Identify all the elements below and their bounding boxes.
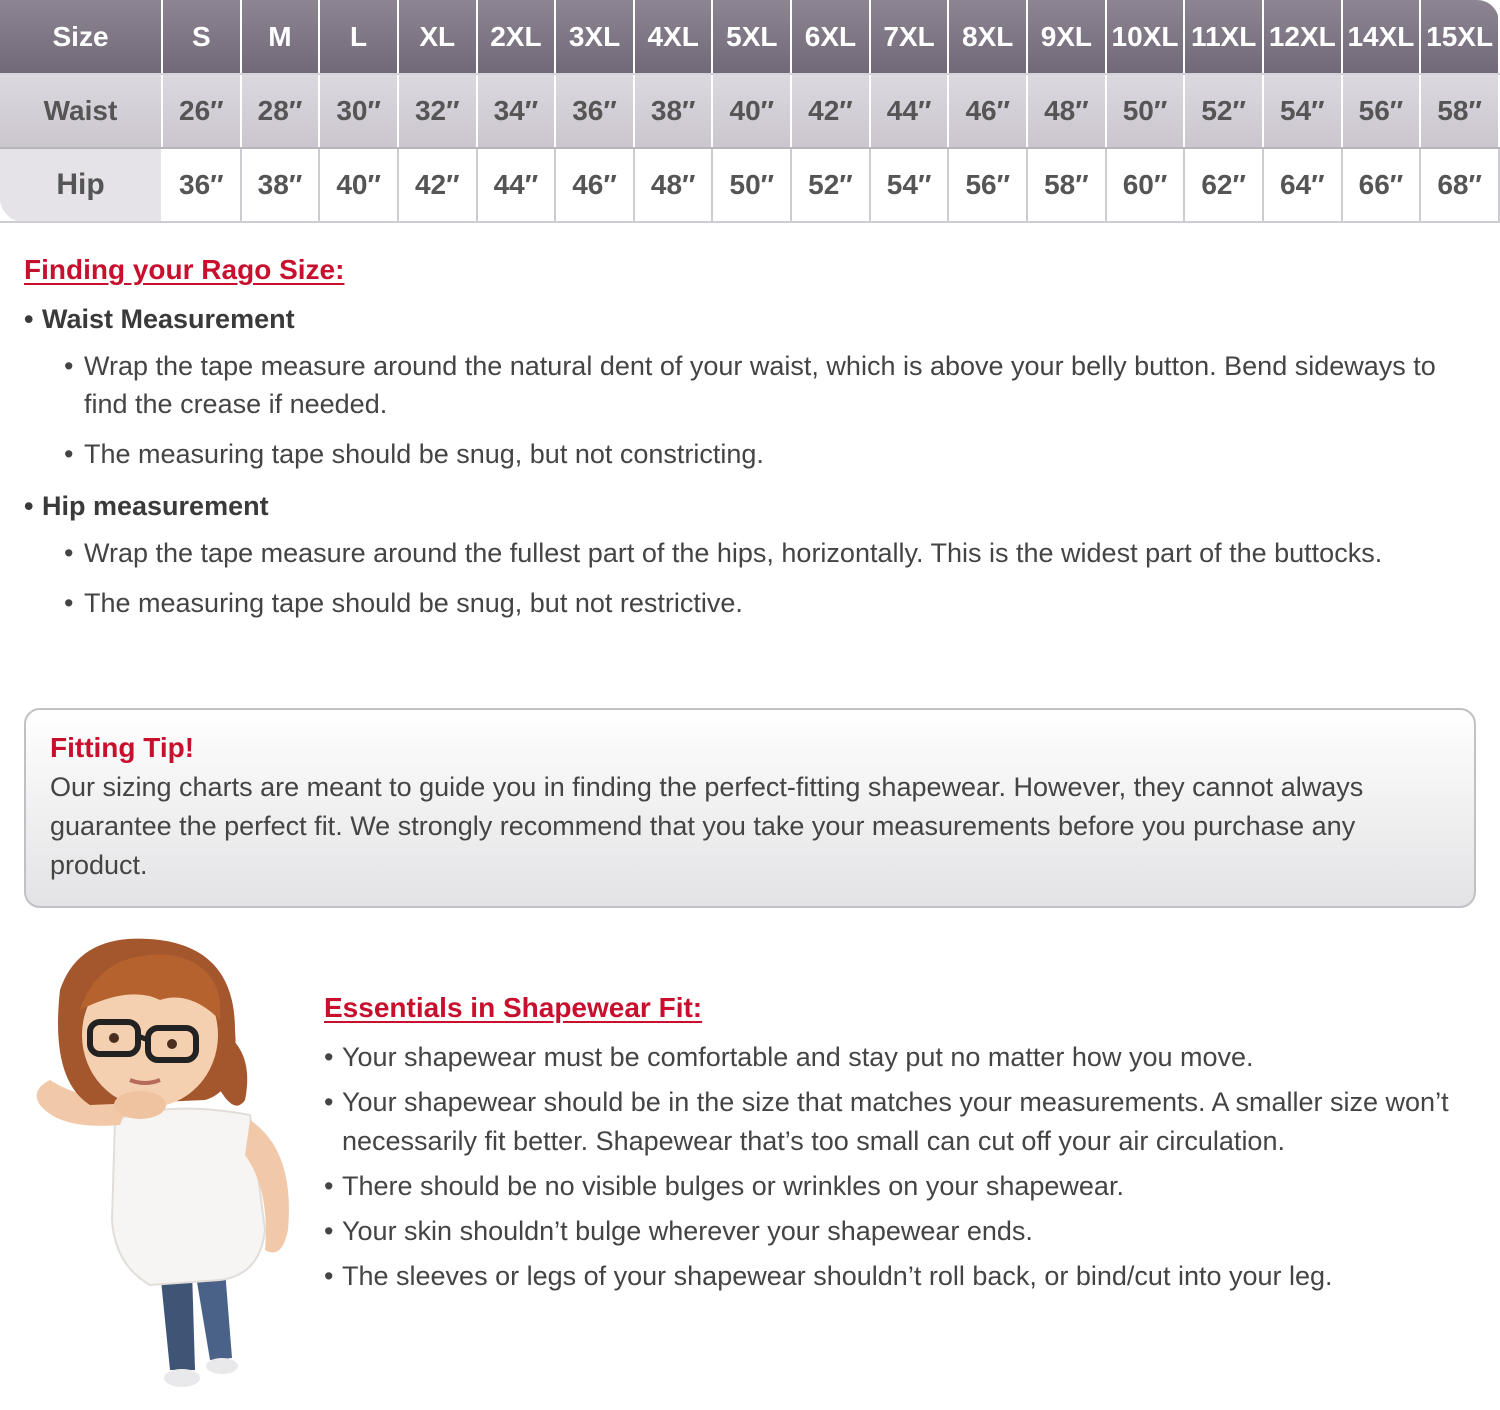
size-cell: 3XL: [555, 0, 634, 74]
waist-cell: 46″: [948, 74, 1027, 148]
model-photo: [20, 930, 310, 1400]
size-cell: 7XL: [870, 0, 949, 74]
hip-cell: 58″: [1027, 148, 1106, 222]
waist-row-label: Waist: [0, 74, 162, 148]
waist-cell: 48″: [1027, 74, 1106, 148]
essentials-item: • Your shapewear must be comfortable and stay put no matter how you move.: [324, 1038, 1484, 1077]
hip-cell: 46″: [555, 148, 634, 222]
size-cell: 10XL: [1106, 0, 1185, 74]
size-cell: 14XL: [1342, 0, 1421, 74]
waist-cell: 30″: [319, 74, 398, 148]
size-cell: L: [319, 0, 398, 74]
size-cell: 11XL: [1184, 0, 1263, 74]
essentials-item: • Your skin shouldn’t bulge wherever your shapewear ends.: [324, 1212, 1484, 1251]
size-cell: 4XL: [634, 0, 713, 74]
fitting-tip-body: Our sizing charts are meant to guide you in finding the perfect-fitting shapewear. However, they cannot always guarantee the perfect fit. We strongly recommend that you take your measurements before you purchase any product.: [50, 772, 1364, 880]
waist-cell: 54″: [1263, 74, 1342, 148]
size-cell: 5XL: [712, 0, 791, 74]
hip-cell: 36″: [162, 148, 241, 222]
finding-size-heading: Finding your Rago Size:: [24, 254, 345, 285]
hip-instruction: • Wrap the tape measure around the fullest part of the hips, horizontally. This is the widest part of the buttocks.: [56, 534, 1464, 572]
hip-cell: 40″: [319, 148, 398, 222]
fitting-tip-box: [24, 708, 1476, 908]
finding-size-section: [24, 254, 1484, 622]
waist-cell: 52″: [1184, 74, 1263, 148]
model-illustration-icon: [20, 930, 310, 1400]
hip-row-label: Hip: [0, 148, 162, 222]
hip-cell: 44″: [477, 148, 556, 222]
waist-cell: 58″: [1420, 74, 1499, 148]
hip-cell: 48″: [634, 148, 713, 222]
hip-cell: 64″: [1263, 148, 1342, 222]
size-cell: 12XL: [1263, 0, 1342, 74]
hip-cell: 38″: [241, 148, 320, 222]
hip-instruction: • The measuring tape should be snug, but not restrictive.: [56, 584, 1464, 622]
waist-cell: 28″: [241, 74, 320, 148]
waist-cell: 26″: [162, 74, 241, 148]
size-cell: 8XL: [948, 0, 1027, 74]
size-cell: 6XL: [791, 0, 870, 74]
waist-cell: 32″: [398, 74, 477, 148]
waist-instruction: • The measuring tape should be snug, but not constricting.: [56, 435, 1464, 473]
size-chart-table: [0, 0, 1500, 223]
essentials-heading: Essentials in Shapewear Fit:: [324, 992, 703, 1023]
hip-cell: 66″: [1342, 148, 1421, 222]
hip-row: [0, 148, 1499, 222]
hip-cell: 42″: [398, 148, 477, 222]
waist-cell: 38″: [634, 74, 713, 148]
waist-cell: 44″: [870, 74, 949, 148]
waist-cell: 50″: [1106, 74, 1185, 148]
hip-cell: 56″: [948, 148, 1027, 222]
fitting-tip-title: Fitting Tip!: [50, 732, 195, 763]
hip-cell: 54″: [870, 148, 949, 222]
essentials-item: • There should be no visible bulges or wrinkles on your shapewear.: [324, 1167, 1484, 1206]
size-cell: M: [241, 0, 320, 74]
hip-cell: 68″: [1420, 148, 1499, 222]
size-cell: 15XL: [1420, 0, 1499, 74]
hip-cell: 52″: [791, 148, 870, 222]
waist-measurement-title: • Waist Measurement: [24, 304, 1484, 335]
hip-measurement-title: • Hip measurement: [24, 491, 1484, 522]
waist-cell: 34″: [477, 74, 556, 148]
hip-cell: 60″: [1106, 148, 1185, 222]
waist-cell: 42″: [791, 74, 870, 148]
waist-cell: 36″: [555, 74, 634, 148]
essentials-item: • Your shapewear should be in the size that matches your measurements. A smaller size won’t necessarily fit better. Shapewear that’s too small can cut off your air circulation.: [324, 1083, 1484, 1161]
size-row-label: Size: [0, 0, 162, 74]
essentials-section: [324, 992, 1484, 1296]
hip-cell: 50″: [712, 148, 791, 222]
waist-row: [0, 74, 1499, 148]
waist-instruction: • Wrap the tape measure around the natural dent of your waist, which is above your belly button. Bend sideways to find the crease if needed.: [56, 347, 1464, 423]
size-cell: XL: [398, 0, 477, 74]
size-cell: S: [162, 0, 241, 74]
size-cell: 9XL: [1027, 0, 1106, 74]
size-row: [0, 0, 1499, 74]
hip-cell: 62″: [1184, 148, 1263, 222]
waist-cell: 56″: [1342, 74, 1421, 148]
waist-cell: 40″: [712, 74, 791, 148]
size-cell: 2XL: [477, 0, 556, 74]
essentials-item: • The sleeves or legs of your shapewear shouldn’t roll back, or bind/cut into your leg.: [324, 1257, 1484, 1296]
